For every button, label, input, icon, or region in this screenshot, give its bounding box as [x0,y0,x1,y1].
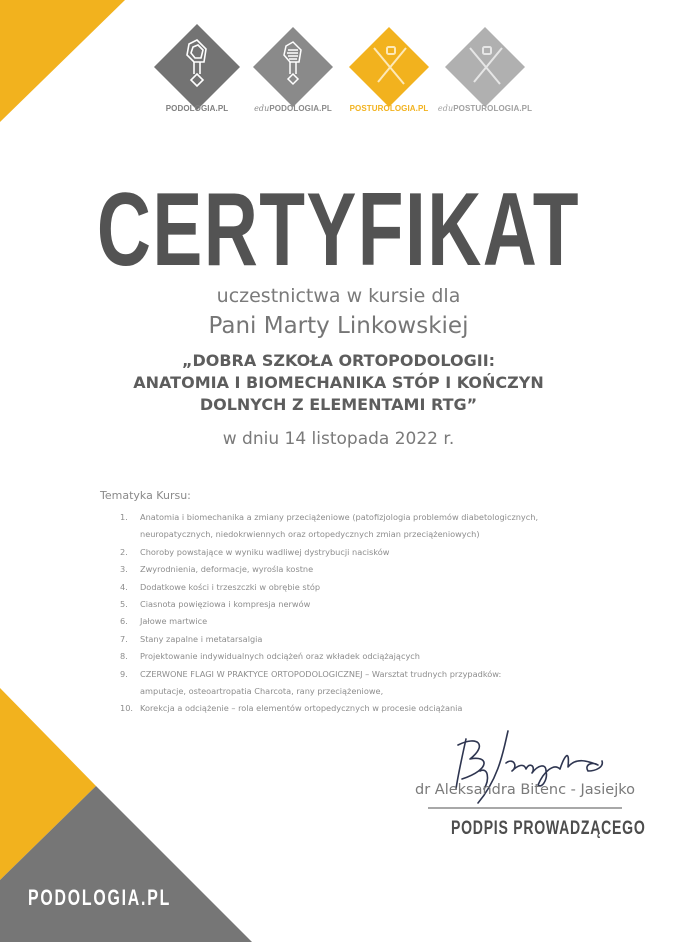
logo-label: eduPODOLOGIA.PL [254,104,332,113]
logo-label: eduPOSTUROLOGIA.PL [437,104,533,113]
signature-label: PODPIS PROWADZĄCEGO [451,818,646,839]
course-title-line: „DOBRA SZKOŁA ORTOPODOLOGII: [181,351,496,370]
top-left-yellow-triangle [0,0,125,122]
course-title-line: ANATOMIA I BIOMECHANIKA STÓP I KOŃCZYN [133,373,544,392]
topic-item: 5. Ciasnota powięziowa i kompresja nerwów [120,599,311,610]
topic-item: 8. Projektowanie indywidualnych odciążeń oraz wkładek odciążających [120,651,420,662]
topic-item: 9. CZERWONE FLAGI W PRAKTYCE ORTOPODOLOGICZNEJ – Warsztat trudnych przypadków: [120,668,502,679]
course-title-line: DOLNYCH Z ELEMENTAMI RTG” [199,395,478,414]
logo-podologia [152,22,242,112]
topic-item: 1. Anatomia i biomechanika a zmiany przeciążeniowe (patofizjologia problemów diabetologicznych, [120,512,539,522]
topic-item: 7. Stany zapalne i metatarsalgia [120,633,263,644]
signer-name: dr Aleksandra Bitenc - Jasiejko [415,782,635,798]
certificate-title: CERTYFIKAT [96,172,580,288]
topic-item: 3. Zwyrodnienia, deformacje, wyrośla kostne [120,564,314,575]
topic-item: 6. Jałowe martwice [120,616,208,627]
recipient-name: Pani Marty Linkowskiej [208,313,469,339]
topic-item-continuation: amputacje, osteoartropatia Charcota, rany przeciążeniowe, [140,686,384,697]
topics-list [120,509,600,718]
logo-posturologia [344,22,434,112]
topic-item: 10. Korekcja a odciążenie – rola elementów ortopedycznych w procesie odciążania [120,703,463,714]
topic-item: 4. Dodatkowe kości i trzeszczki w obrębie stóp [120,581,321,592]
footer-brand: PODOLOGIA.PL [28,885,172,910]
logo-edupodologia [248,22,338,112]
topic-item-continuation: neuropatycznych, niedokrwiennych oraz ortopedycznych zmian przeciążeniowych) [140,529,480,540]
logo-label: PODOLOGIA.PL [165,104,229,113]
course-title [0,350,677,416]
certificate-subtitle: uczestnictwa w kursie dla [216,285,461,307]
signature-divider [428,807,622,809]
topics-heading: Tematyka Kursu: [100,489,191,502]
logo-eduposturologia [437,22,533,113]
course-date: w dniu 14 listopada 2022 r. [222,429,455,449]
topic-item: 2. Choroby powstające w wyniku wadliwej dystrybucji nacisków [120,546,390,557]
logo-label: POSTUROLOGIA.PL [349,104,429,113]
